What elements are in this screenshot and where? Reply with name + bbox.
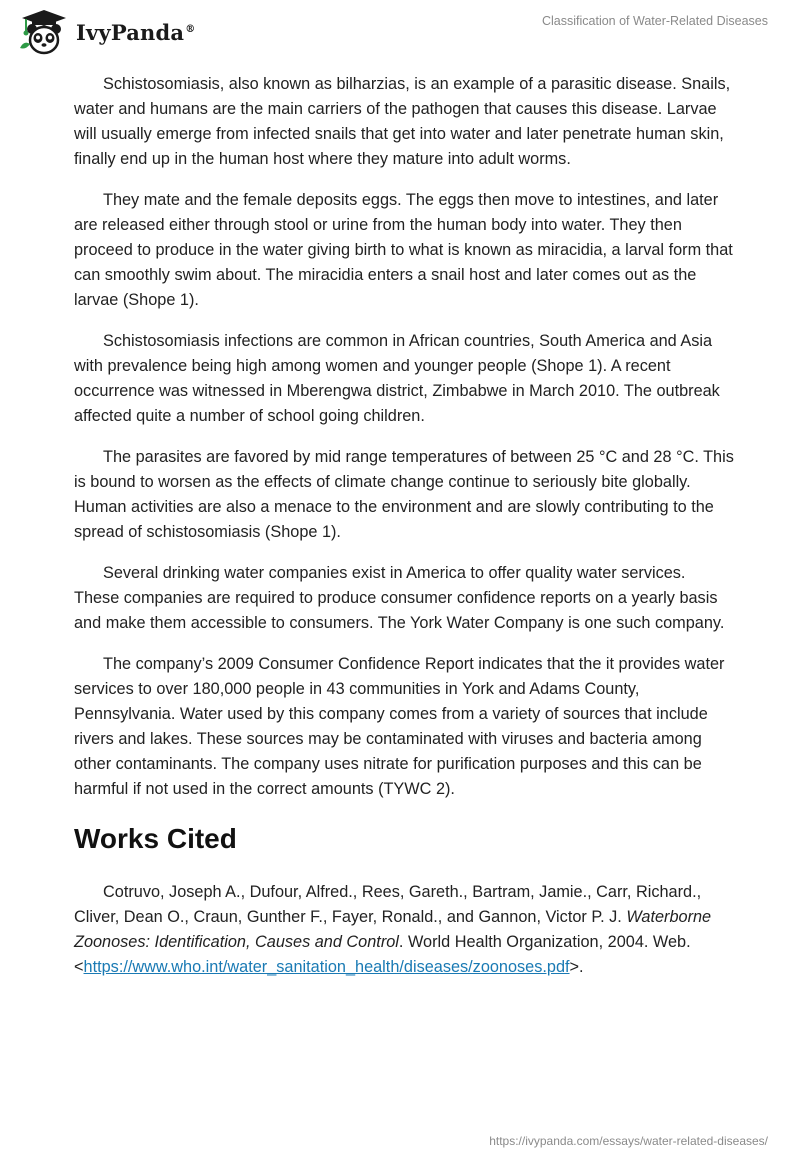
citation-title: Waterborne Zoonoses: Identification, Causes and Control <box>74 908 712 951</box>
paragraph: Several drinking water companies exist in America to offer quality water services. These companies are required to produce consumer confidence reports on a yearly basis and make them accessible to consumers. The York Water Company is one such company. <box>74 564 725 632</box>
footer-url[interactable]: https://ivypanda.com/essays/water-related-diseases/ <box>489 1134 768 1148</box>
ivypanda-logo[interactable] <box>14 8 195 56</box>
works-cited-heading: Works Cited <box>74 823 237 854</box>
paragraph: Schistosomiasis infections are common in African countries, South America and Asia with prevalence being high among women and younger people (Shope 1). A recent occurrence was witnessed in Mberengwa district, Zimbabwe in March 2010. The outbreak affected quite a number of school going children. <box>74 332 720 425</box>
paragraph: The parasites are favored by mid range temperatures of between 25 °C and 28 °C. This is bound to worsen as the effects of climate change continue to seriously bite globally. Human activities are also a menace to the environment and are slowly contributing to the spread of schistosomiasis (Shope 1). <box>74 448 734 541</box>
panda-graduate-icon <box>14 8 70 56</box>
citation-authors: Cotruvo, Joseph A., Dufour, Alfred., Rees, Gareth., Bartram, Jamie., Carr, Richard., Cliver, Dean O., Craun, Gunther F., Fayer, Ronald., and Gannon, Victor P. J. <box>74 883 702 926</box>
citation-link[interactable]: https://www.who.int/water_sanitation_health/diseases/zoonoses.pdf <box>83 958 570 976</box>
page-header <box>0 0 800 70</box>
paragraph: Schistosomiasis, also known as bilharzias, is an example of a parasitic disease. Snails, water and humans are the main carriers of the pathogen that causes this disease. Larvae will usually emerge from infected snails that get into water and later penetrate human skin, finally end up in the human host where they mature into adult worms. <box>74 75 731 168</box>
paragraph: The company’s 2009 Consumer Confidence Report indicates that the it provides water services to over 180,000 people in 43 communities in York and Adams County, Pennsylvania. Water used by this company comes from a variety of sources that include rivers and lakes. These sources may be contaminated with viruses and bacteria among other contaminants. The company uses nitrate for purification purposes and this can be harmful if not used in the correct amounts (TYWC 2). <box>74 655 725 798</box>
brand-name: IvyPanda® <box>76 19 196 45</box>
paragraph: They mate and the female deposits eggs. The eggs then move to intestines, and later are released either through stool or urine from the human body into water. They then proceed to produce in the water giving birth to what is known as miracidia, a larval form that can smoothly swim about. The miracidia enters a snail host and later comes out as the larvae (Shope 1). <box>74 191 733 309</box>
essay-content <box>74 72 734 996</box>
citation-publisher: . World Health Organization, 2004. Web. < <box>74 933 691 976</box>
citation-suffix: >. <box>569 958 584 976</box>
citation-entry <box>74 880 734 980</box>
document-title: Classification of Water-Related Diseases <box>541 14 768 28</box>
